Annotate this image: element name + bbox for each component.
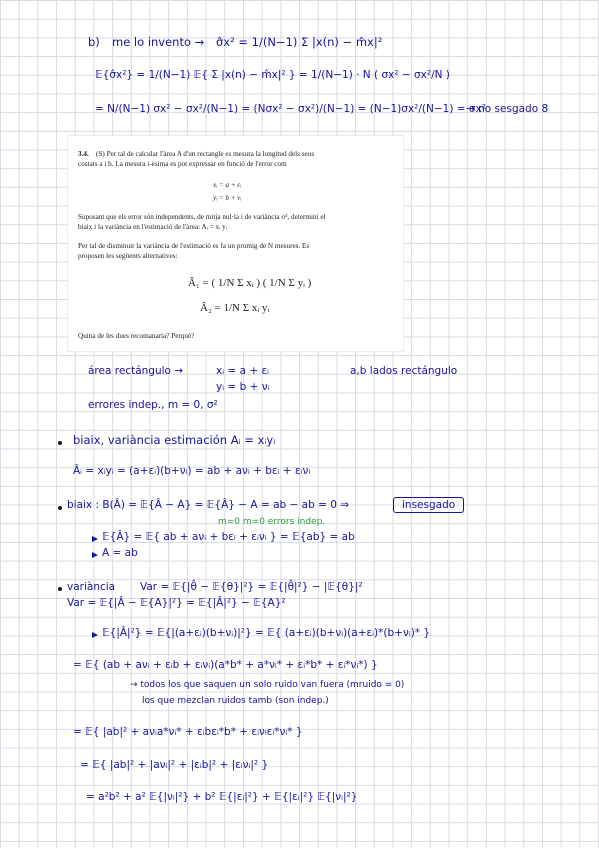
exercise-eq-x: xᵢ = a + εᵢ — [213, 181, 242, 189]
bullet-dot — [58, 587, 62, 591]
variance-label: variància — [67, 581, 116, 593]
exercise-alt-1: Â₁ = ( 1/N Σ xᵢ ) ( 1/N Σ yᵢ ) — [188, 277, 312, 289]
area-equation: A = ab — [102, 547, 138, 559]
note-mixed-noise: los que mezclan ruidos tamb (son indep.) — [142, 696, 329, 706]
estimate-line: Âᵢ = xᵢyᵢ = (a+εᵢ)(b+νᵢ) = ab + aνᵢ + bεᵢ + εᵢνᵢ — [73, 465, 311, 477]
exercise-alt-2: Â₂ = 1/N Σ xᵢ yᵢ — [200, 302, 270, 314]
estimator-definition: σ̂x² = 1/(N−1) Σ |x(n) − m̂x|² — [216, 35, 383, 49]
exercise-intro-1: (S) Per tal de calcular l'àrea A d'un rectangle es mesura la longitud dels seus — [96, 150, 315, 158]
yi-equation: yᵢ = b + νᵢ — [216, 381, 270, 393]
exercise-para2-2: biaix i la variància en l'estimació de l'àrea: Aᵢ = xᵢ yᵢ — [78, 223, 227, 231]
bullet-dot — [58, 441, 62, 445]
section-b-label: b) — [88, 35, 100, 49]
section-b-phrase: me lo invento → — [112, 35, 205, 49]
area-label: área rectángulo → — [88, 365, 184, 377]
variance-line: Var = 𝔼{|Â − 𝔼{A}|²} = 𝔼{|Â|²} − 𝔼{A}² — [67, 597, 286, 609]
expected-square-line: 𝔼{|Â|²} = 𝔼{|(a+εᵢ)(b+νᵢ)|²} = 𝔼{ (a+εᵢ)(b+νᵢ)(a+εᵢ)*(b+νᵢ)* } — [102, 627, 431, 639]
exercise-number: 3.4. — [78, 150, 89, 158]
exercise-para3-1: Per tal de disminuir la variància de l'estimació es fa un promig de N mesures. Es — [78, 242, 310, 250]
result-line: = N/(N−1) σx² − σx²/(N−1) = (Nσx² − σx²)/(N−1) = (N−1)σx²/(N−1) = σx² — [95, 103, 486, 115]
arrow-marker-icon — [92, 536, 98, 542]
simplify-line-3: = a²b² + a² 𝔼{|νᵢ|²} + b² 𝔼{|εᵢ|²} + 𝔼{|εᵢ|²} 𝔼{|νᵢ|²} — [86, 791, 358, 803]
green-annotation: m=0 m=0 errors indep. — [218, 517, 326, 527]
exercise-para3-2: proposen les següents alternatives: — [78, 252, 178, 260]
note-single-noise: → todos los que saquen un solo ruido van fuera (mruido = 0) — [130, 680, 405, 690]
errors-note: errores indep., m = 0, σ² — [88, 399, 218, 411]
sides-note: a,b lados rectángulo — [350, 365, 458, 377]
exercise-question: Quina de les dues recomanaria? Perquè? — [78, 332, 195, 340]
exercise-para2-1: Suposant que els error són independents, de mitja nul·la i de variància σ², determini el — [78, 213, 326, 221]
arrow-marker-icon — [92, 632, 98, 638]
unbiased-box: insesgado — [393, 497, 464, 513]
bullet-bias-variance: biaix, variància estimación Aᵢ = xᵢyᵢ — [73, 433, 276, 447]
exercise-eq-y: yᵢ = b + νᵢ — [213, 194, 242, 202]
exercise-intro-2: costats a i b. La mesura i-èsima es pot expressar en funció de l'error com — [78, 160, 287, 168]
expansion-line: = 𝔼{ (ab + aνᵢ + εᵢb + εᵢνᵢ)(a*b* + a*νᵢ* + εᵢ*b* + εᵢ*νᵢ*) } — [73, 659, 378, 671]
result-note: → no sesgado 8 — [466, 103, 549, 115]
bias-line: biaix : B(Â) = 𝔼{Â − A} = 𝔼{Â} − A = ab − ab = 0 ⇒ — [67, 499, 350, 511]
simplify-line-2: = 𝔼{ |ab|² + |aνᵢ|² + |εᵢb|² + |εᵢνᵢ|² } — [80, 759, 269, 771]
bullet-dot — [58, 506, 62, 510]
xi-equation: xᵢ = a + εᵢ — [216, 365, 270, 377]
expectation-line: 𝔼{σ̂x²} = 1/(N−1) 𝔼{ Σ |x(n) − m̂x|² } = 1/(N−1) · N ( σx² − σx²/N ) — [95, 69, 450, 81]
arrow-marker-icon — [92, 552, 98, 558]
simplify-line-1: = 𝔼{ |ab|² + aνᵢa*νᵢ* + εᵢbεᵢ*b* + εᵢνᵢεᵢ*νᵢ* } — [73, 726, 303, 738]
exercise-printout — [67, 135, 404, 352]
variance-definition: Var = 𝔼{|θ̂ − 𝔼{θ}|²} = 𝔼{|θ̂|²} − |𝔼{θ}|² — [140, 581, 363, 593]
expectation-estimate-line: 𝔼{Â} = 𝔼{ ab + aνᵢ + bεᵢ + εᵢνᵢ } = 𝔼{ab} = ab — [102, 531, 355, 543]
